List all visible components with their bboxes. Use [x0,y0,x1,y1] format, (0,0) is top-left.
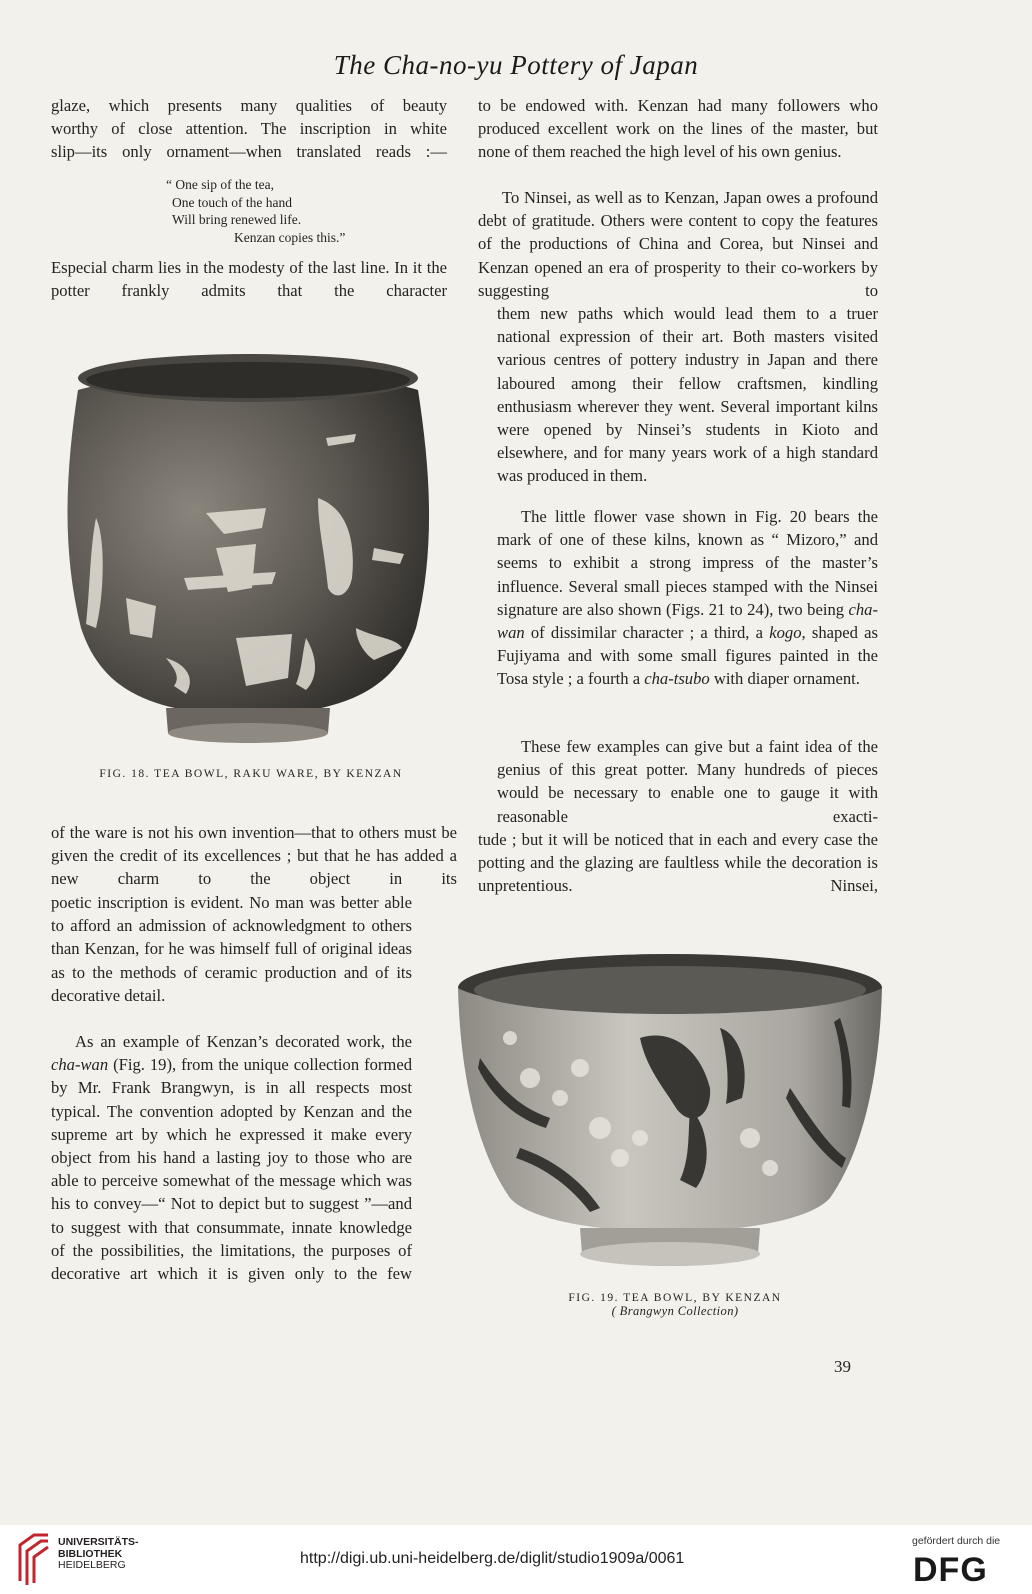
right-para-4-text: These few examples can give but a faint idea of the genius of this great potter. Many hundreds of pieces would be necessary to enable one to gauge it with reasonable exacti- [497,737,878,826]
right-paragraph-1 [478,94,878,164]
right-paragraph-2-continued [497,302,878,488]
right-para-1-text: to be endowed with. Kenzan had many followers who produced excellent work on the lines of the master, but none of them reached the high level of his own genius. [478,96,878,162]
term-cha-wan: cha-wan [497,599,878,643]
right-para-3-text [497,505,878,691]
university-library-logo-icon [14,1531,52,1587]
term-cha-tsubo: cha-tsubo [644,669,710,689]
poem-line: Kenzan copies this.” [234,229,346,245]
narrow-para-2-intro: As an example of Kenzan’s decorated work, the [75,1032,412,1051]
fig19-caption-title: FIG. 19. TEA BOWL, BY KENZAN [568,1292,782,1304]
institution-line-1: UNIVERSITÄTS- [58,1536,139,1548]
left-narrow-paragraph-1 [51,891,412,1007]
poem-line: Will bring renewed life. [172,212,302,227]
right-para-2-cont-text: them new paths which would lead them to a truer national expression of their art. Both masters visited various centres of pottery industry in Japan and there laboured among their fellow craftsmen, kindling enthusiasm wherever they went. Several important kilns were opened by Ninsei’s students in Kioto and elsewhere, and for many years work of a high standard was produced in them. [497,304,878,486]
right-paragraph-3 [497,505,878,691]
funding-label: gefördert durch die [912,1535,1001,1547]
para-3-part-c: , shaped as Fujiyama and with some small figures painted in the Tosa style ; a fourth a [497,623,878,689]
para-3-part-b: of dissimilar character ; a third, a [524,623,770,643]
left-paragraph-charm [51,256,447,302]
page-number: 39 [834,1357,851,1376]
left-intro-line-1: glaze, which presents many qualities of beauty [51,96,447,115]
invention-text: of the ware is not his own invention—that to others must be given the credit of its excellences ; but that he has added a new charm to the object in its [51,823,457,889]
fig19-tea-bowl-image [450,948,890,1278]
para-3-part-a: The little flower vase shown in Fig. 20 bears the mark of one of these kilns, known as “ Mizoro,” and seems to exhibit a strong impress of the master’s influence. Several small pieces stamped with the Ninsei signature are also shown (Figs. 21 to 24), two being [497,507,878,619]
para-3-part-d: with diaper ornament. [709,669,860,689]
inscription-poem [152,176,345,246]
left-paragraph-invention [51,821,457,891]
fig19-subcaption: ( Brangwyn Collection) [611,1304,739,1318]
term-cha-wan: cha-wan [51,1055,109,1075]
fig19-caption [540,1292,810,1319]
fig18-raku-tea-bowl-image [56,338,440,748]
right-paragraph-4-continued [478,828,878,898]
poem-line: “ One sip of the tea, [166,177,274,192]
institution-line-2: BIBLIOTHEK [58,1547,123,1560]
narrow-para-2-rest: (Fig. 19), from the unique collection formed by Mr. Frank Brangwyn, is in all respects most typical. The convention adopted by Kenzan and the supreme art by which he expressed it make every object from his hand a lasting joy to those who are able to perceive somewhat of the message which was his to convey—“ Not to depict but to suggest ”—and to suggest with that consummate, innate knowledge of the possibilities, the limitations, the purposes of decorative art which it is given only to the few [51,1055,412,1284]
permalink-url[interactable]: http://digi.ub.uni-heidelberg.de/diglit/studio1909a/0061 [300,1550,685,1567]
term-kogo: kogo [769,623,802,643]
digitization-footer [0,1525,1032,1594]
charm-text: Especial charm lies in the modesty of the last line. In it the potter frankly admits that the character [51,258,447,301]
right-para-2-text: To Ninsei, as well as to Kenzan, Japan owes a profound debt of gratitude. Others were content to copy the features of the productions of China and Corea, but Ninsei and Kenzan opened an era of prosperity to their co-workers by suggesting to [478,188,878,300]
left-intro-line-3: slip—its only ornament—when translated reads :— [51,142,447,162]
institution-line-3: HEIDELBERG [58,1559,126,1571]
right-paragraph-2 [478,186,878,302]
narrow-para-1-text: poetic inscription is evident. No man was better able to afford an admission of acknowledgment to others than Kenzan, for he was himself full of original ideas as to the methods of ceramic production and of its decorative detail. [51,893,412,1005]
left-narrow-paragraph-2 [51,1030,412,1285]
narrow-para-2-text [51,1030,412,1285]
dfg-logo: DFG [913,1551,988,1589]
left-intro-paragraph [51,94,447,164]
right-para-4-cont-text: tude ; but it will be noticed that in each and every case the potting and the glazing are faultless while the decoration is unpretentious. Ninsei, [478,830,878,896]
left-intro-line-2: worthy of close attention. The inscription in white [51,119,447,139]
institution-name [58,1537,139,1572]
poem-line: One touch of the hand [172,194,292,210]
right-paragraph-4 [497,735,878,828]
fig18-caption: FIG. 18. TEA BOWL, RAKU WARE, BY KENZAN [99,768,403,780]
page-title: The Cha-no-yu Pottery of Japan [333,50,699,80]
